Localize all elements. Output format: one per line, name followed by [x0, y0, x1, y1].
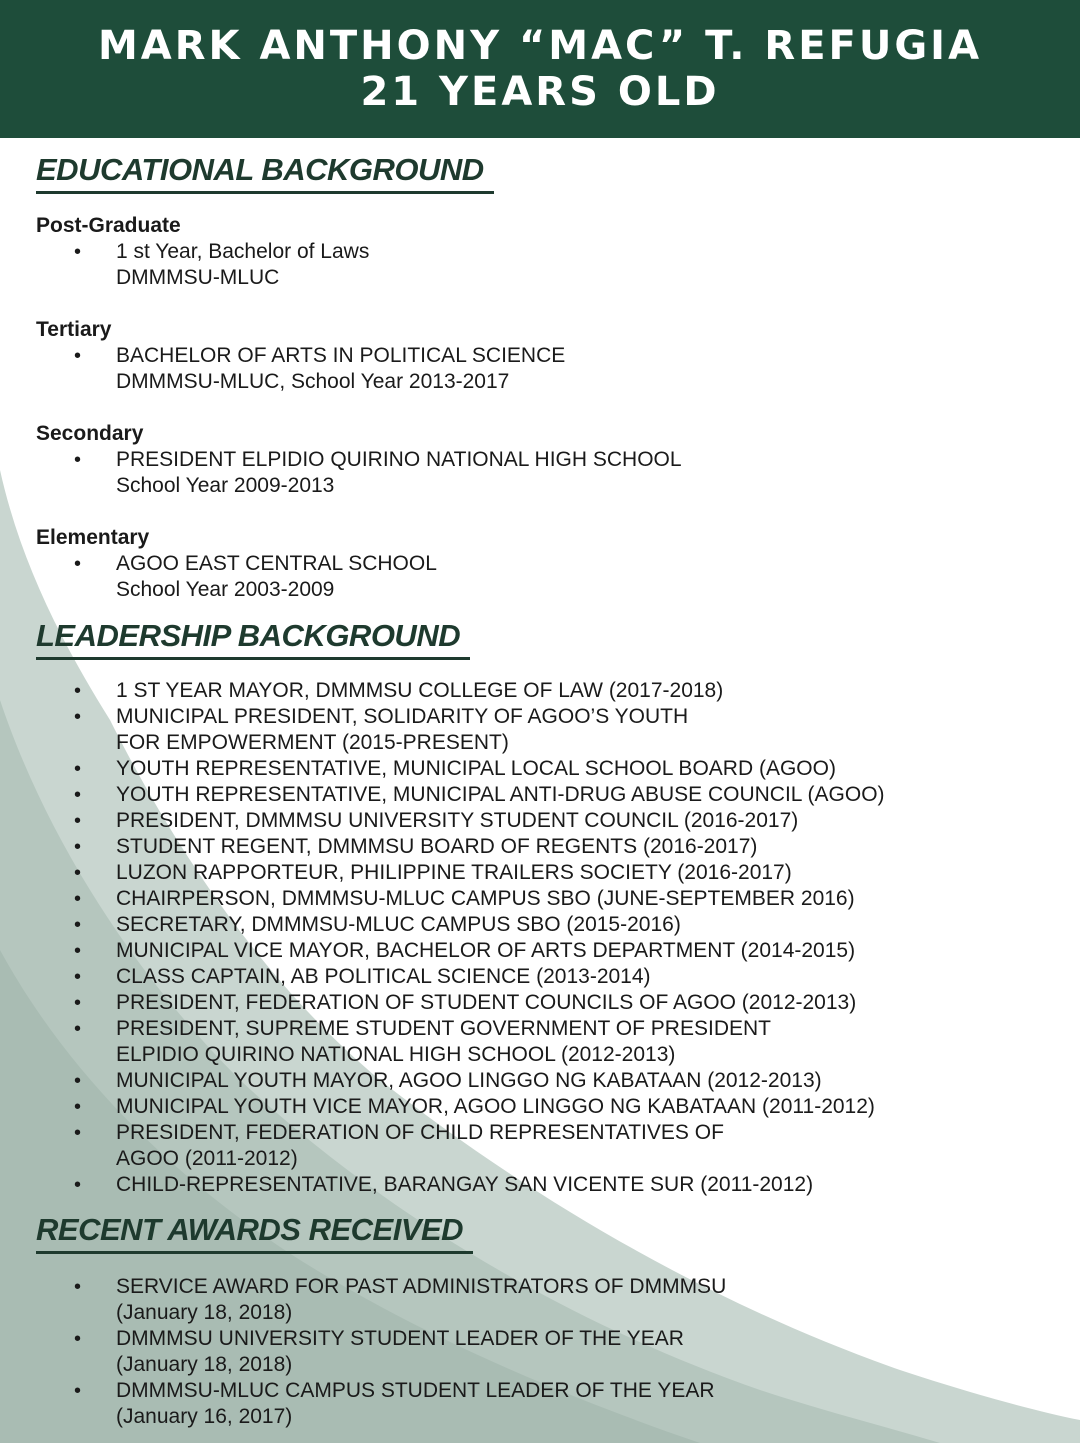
- education-section-title: EDUCATIONAL BACKGROUND: [36, 152, 494, 194]
- edu-category-label: Tertiary: [36, 318, 112, 341]
- candidate-age: 21 YEARS OLD: [360, 69, 720, 115]
- list-item: • PRESIDENT, SUPREME STUDENT GOVERNMENT OF PRESIDENT ELPIDIO QUIRINO NATIONAL HIGH SCHOOL (2012-2013): [36, 1016, 885, 1068]
- leadership-section-title: LEADERSHIP BACKGROUND: [36, 618, 470, 660]
- list-item: • PRESIDENT, FEDERATION OF STUDENT COUNCILS OF AGOO (2012-2013): [36, 990, 885, 1016]
- list-item: • CHAIRPERSON, DMMMSU-MLUC CAMPUS SBO (JUNE-SEPTEMBER 2016): [36, 886, 885, 912]
- list-item: • SECRETARY, DMMMSU-MLUC CAMPUS SBO (2015-2016): [36, 912, 885, 938]
- leadership-list: [36, 678, 885, 1198]
- list-item: • DMMMSU UNIVERSITY STUDENT LEADER OF THE YEAR (January 18, 2018): [36, 1326, 726, 1378]
- list-item: • DMMMSU-MLUC CAMPUS STUDENT LEADER OF THE YEAR (January 16, 2017): [36, 1378, 726, 1430]
- list-item: • CHILD-REPRESENTATIVE, BARANGAY SAN VICENTE SUR (2011-2012): [36, 1172, 885, 1198]
- candidate-name: MARK ANTHONY “MAC” T. REFUGIA: [97, 23, 983, 69]
- list-item: • CLASS CAPTAIN, AB POLITICAL SCIENCE (2013-2014): [36, 964, 885, 990]
- edu-category-label: Post-Graduate: [36, 214, 181, 237]
- awards-list: [36, 1274, 726, 1430]
- list-item: • MUNICIPAL VICE MAYOR, BACHELOR OF ARTS DEPARTMENT (2014-2015): [36, 938, 885, 964]
- list-item: • PRESIDENT, DMMMSU UNIVERSITY STUDENT COUNCIL (2016-2017): [36, 808, 885, 834]
- edu-elementary: [36, 525, 437, 603]
- edu-category-label: Elementary: [36, 526, 150, 549]
- list-item: • YOUTH REPRESENTATIVE, MUNICIPAL ANTI-DRUG ABUSE COUNCIL (AGOO): [36, 782, 885, 808]
- list-item: • LUZON RAPPORTEUR, PHILIPPINE TRAILERS SOCIETY (2016-2017): [36, 860, 885, 886]
- list-item: • MUNICIPAL YOUTH VICE MAYOR, AGOO LINGGO NG KABATAAN (2011-2012): [36, 1094, 885, 1120]
- edu-category-label: Secondary: [36, 422, 144, 445]
- list-item: • 1 ST YEAR MAYOR, DMMMSU COLLEGE OF LAW (2017-2018): [36, 678, 885, 704]
- list-item: • YOUTH REPRESENTATIVE, MUNICIPAL LOCAL SCHOOL BOARD (AGOO): [36, 756, 885, 782]
- list-item: • SERVICE AWARD FOR PAST ADMINISTRATORS OF DMMMSU (January 18, 2018): [36, 1274, 726, 1326]
- list-item: • MUNICIPAL PRESIDENT, SOLIDARITY OF AGOO’S YOUTH FOR EMPOWERMENT (2015-PRESENT): [36, 704, 885, 756]
- list-item: • MUNICIPAL YOUTH MAYOR, AGOO LINGGO NG KABATAAN (2012-2013): [36, 1068, 885, 1094]
- edu-post-graduate: [36, 213, 369, 291]
- list-item: • PRESIDENT, FEDERATION OF CHILD REPRESENTATIVES OF AGOO (2011-2012): [36, 1120, 885, 1172]
- list-item: • AGOO EAST CENTRAL SCHOOL School Year 2003-2009: [36, 551, 437, 603]
- list-item: • PRESIDENT ELPIDIO QUIRINO NATIONAL HIGH SCHOOL School Year 2009-2013: [36, 447, 682, 499]
- list-item: • STUDENT REGENT, DMMMSU BOARD OF REGENTS (2016-2017): [36, 834, 885, 860]
- list-item: • BACHELOR OF ARTS IN POLITICAL SCIENCE DMMMSU-MLUC, School Year 2013-2017: [36, 343, 565, 395]
- edu-secondary: [36, 421, 682, 499]
- list-item: • 1 st Year, Bachelor of Laws DMMMSU-MLUC: [36, 239, 369, 291]
- header-banner: [0, 0, 1080, 138]
- edu-tertiary: [36, 317, 565, 395]
- awards-section-title: RECENT AWARDS RECEIVED: [36, 1212, 473, 1254]
